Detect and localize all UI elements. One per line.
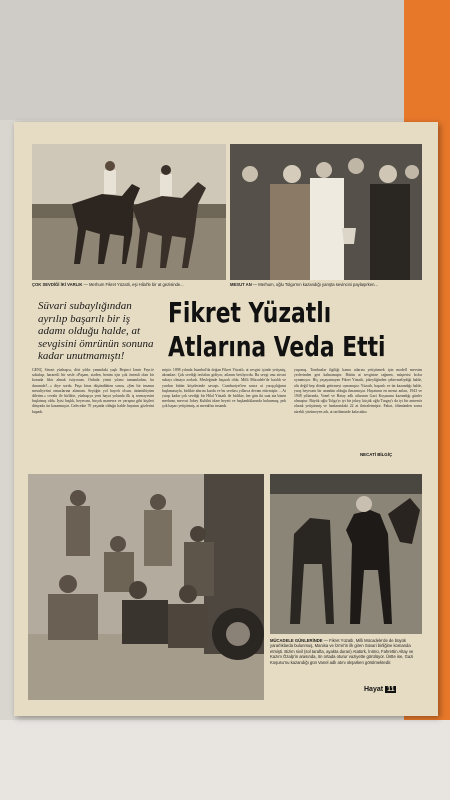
caption-top-left	[32, 282, 226, 287]
caption-top-left-text: — Merhum Fikret Yüzatlı, eşi Hilal'le bir at gezisinde...	[83, 282, 184, 287]
article-body-column-1: GENÇ Süvari yüzbaşısı, dört yıldır yanındaki yaşlı Beşinci İzmir Fayrı'e sokulup, hararetli bir sesle «Paşam, sizden, benim için çok önemli olan bir konuda fikir almak istiyorum. Orduda yirmi yılımı tamamladım, bu durumda?...» diye sordu. Paşa biraz düşündükten sonra, «Şen bir insanın mesuliyetini omuzlarına alamam. Seçtiğin yol hayırlı olsun, üzüntülüyüm dilerim.» cevabı ile birlikte, yüzbaşıya yeni hayat yolunda ilk iş sermayesini başlatmış oldu. İyisi başlık, heyecanı, birçok manevra ve yarışma gibi kişileri dünyada ün kazanmıştır. Gelecekte 70 yaşında olduğu halde hayatını gözlerini kapadı.	[32, 368, 154, 414]
page-footer	[364, 686, 396, 693]
article-deck: Süvari subaylığından ayrılıp başarılı bir iş adamı olduğu halde, at sevgisini ömrünün sonuna kadar unutmamıştı!	[38, 300, 154, 363]
article-body-column-2: miştir. 1898 yılında İstanbul'da doğan Fikret Yüzatlı, at sevgisi içinde yetişmiş, akranları: Çok sevdiği tavlaları gidiyor, atlarını besliyordu. Bu sevgi onu süvari subayı olmaya zorladı. Mesleğinde başarılı oldu. Milli Mücadele'de katıldı ve yurdun bütün köşelerinde savaştı. Cumhuriyet'ten sonra at yarışçılığının başlamasıyla, birlikte ahırını kurdu ve bu sevdası yıllarca devam ettirmiştir. ...At yarışı kadar çok sevdiği bir Hilal Yüzatlı ile birlikte, her gün iki saat ata binen merhum, mevcut Jokey Kulübü idare heyeti ve başkanlıklarında bulunmuş, pek çok başarı yetiştirmiş, at meraklısı insandı.	[162, 368, 286, 409]
page-number: 11	[387, 686, 395, 693]
background-table	[0, 720, 450, 800]
caption-top-right	[230, 282, 422, 287]
article-body-column-3: yaşamış. Tombazlar ilgiliği kamu atlarını yetiştirmek için modell mevsim yerlerinden geri kalmamıştır. Bütün at sevgisine rağmen, müşterisi bolca oynamıyor. Hiç yaşayamayan Fikret Yüzatlı, jokeyliğinden çekirrmeliydiği halde, altı değil hep dönük getirmeyi oynamıştır. Yüzatlı, başarılı ve ün kazandığı halde, yarış heyecanı bir anından olduğu ilmarmıştır. Hayatının en mesut anları, 1943 ve 1948 yıllarında, Vanel ve Hatay adlı atlarının Gazi Koşusunu kazandığı günler olmuştur. Büyük oğlu Tolga'yı iyi bir jokey, küçük oğlu Turgay'ı da iyi bir antrenör olarak yetiştirmiş ve hanlarındaki 22 at ilniraletmiştir. Fakat, ölümünden sonra sürekli yürümeyen adı, at tarihimizde kalacaktır.	[294, 368, 422, 414]
caption-bottom-right	[270, 638, 420, 665]
magazine-name: Hayat	[364, 686, 384, 693]
caption-top-left-bold: ÇOK SEVDİĞİ İKİ VARLIK	[32, 282, 83, 287]
photo-trophy-celebration	[230, 144, 422, 280]
article-title-line1: Fikret Yüzatlı	[168, 296, 332, 329]
magazine-page	[14, 122, 438, 716]
article-author: NECATİ BİLGİÇ	[360, 452, 393, 457]
background-top	[0, 0, 450, 120]
caption-top-right-text: — Merhum, oğlu Tolga'nın kazandığı yarışta sevincini paylaşırken...	[252, 282, 378, 287]
photo-soldiers-group	[28, 474, 264, 700]
photo-man-with-horse	[270, 474, 422, 634]
caption-bottom-right-text: — Fikret Yüzatlı, Milli Mücadele'de de büyük yararlıklarda bulunmuş, Manisa ve İzmir'in ilk giren Süvari birliğine komanda etmişti. Bizim sivil (sol tarafta, ayakta duran) Atatürk, İnönü, Fahrettin Altay ve Kazım Özalp'in arasında, ön ortada oturur vaziyette görülüyor. Üstte ise, Gazi Koşusu'nu kazandığı gün Vanel adlı atını okşarken görülmektedir.	[270, 638, 414, 665]
photo-couple-on-horses	[32, 144, 226, 280]
caption-top-right-bold: MESUT AN	[230, 282, 252, 287]
article-title-line2: Atlarına Veda Etti	[168, 330, 386, 363]
caption-bottom-right-bold: MÜCADELE GÜNLERİNDE	[270, 638, 323, 643]
